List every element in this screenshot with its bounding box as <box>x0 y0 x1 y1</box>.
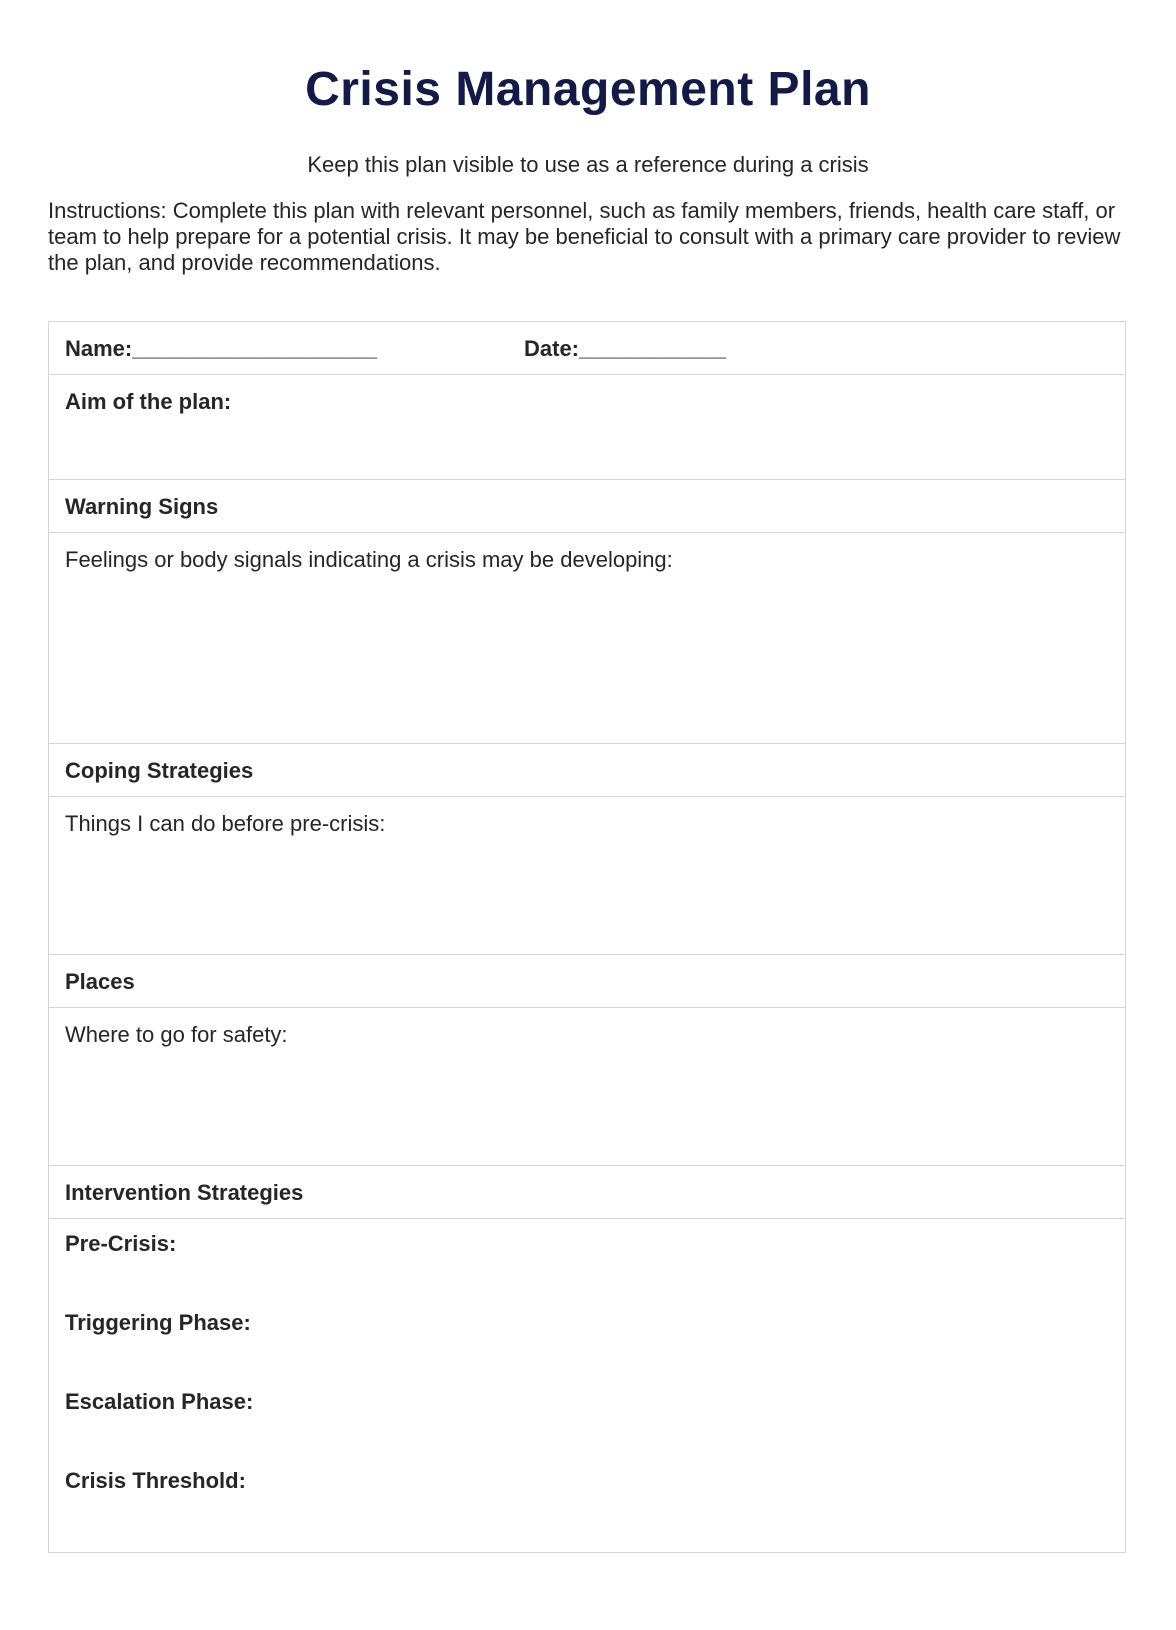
name-field[interactable]: Name:____________________ <box>65 336 377 361</box>
plan-form-table <box>48 321 1126 1553</box>
places-field[interactable] <box>49 1008 1125 1166</box>
crisis-threshold-label: Crisis Threshold: <box>65 1468 246 1493</box>
instructions-text: Instructions: Complete this plan with relevant personnel, such as family members, friends, health care staff, or team to help prepare for a potential crisis. It may be beneficial to consult with a primary care provider to review the plan, and provide recommendations. <box>48 198 1121 275</box>
name-date-row <box>49 322 1125 375</box>
places-prompt: Where to go for safety: <box>65 1022 288 1047</box>
coping-strategies-prompt: Things I can do before pre-crisis: <box>65 811 386 836</box>
aim-label: Aim of the plan: <box>65 389 232 414</box>
warning-signs-field[interactable] <box>49 533 1125 744</box>
aim-row[interactable] <box>49 375 1125 480</box>
places-heading: Places <box>49 955 1125 1008</box>
warning-signs-heading: Warning Signs <box>49 480 1125 533</box>
coping-strategies-field[interactable] <box>49 797 1125 955</box>
coping-strategies-heading: Coping Strategies <box>49 744 1125 797</box>
date-field[interactable]: Date:____________ <box>524 336 726 361</box>
intervention-strategies-field[interactable] <box>49 1219 1125 1552</box>
subtitle: Keep this plan visible to use as a reference during a crisis <box>307 152 869 177</box>
intervention-strategies-heading: Intervention Strategies <box>49 1166 1125 1219</box>
warning-signs-prompt: Feelings or body signals indicating a crisis may be developing: <box>65 547 673 572</box>
page-title: Crisis Management Plan <box>305 63 871 116</box>
pre-crisis-label: Pre-Crisis: <box>65 1231 177 1256</box>
escalation-phase-label: Escalation Phase: <box>65 1389 254 1414</box>
triggering-phase-label: Triggering Phase: <box>65 1310 251 1335</box>
